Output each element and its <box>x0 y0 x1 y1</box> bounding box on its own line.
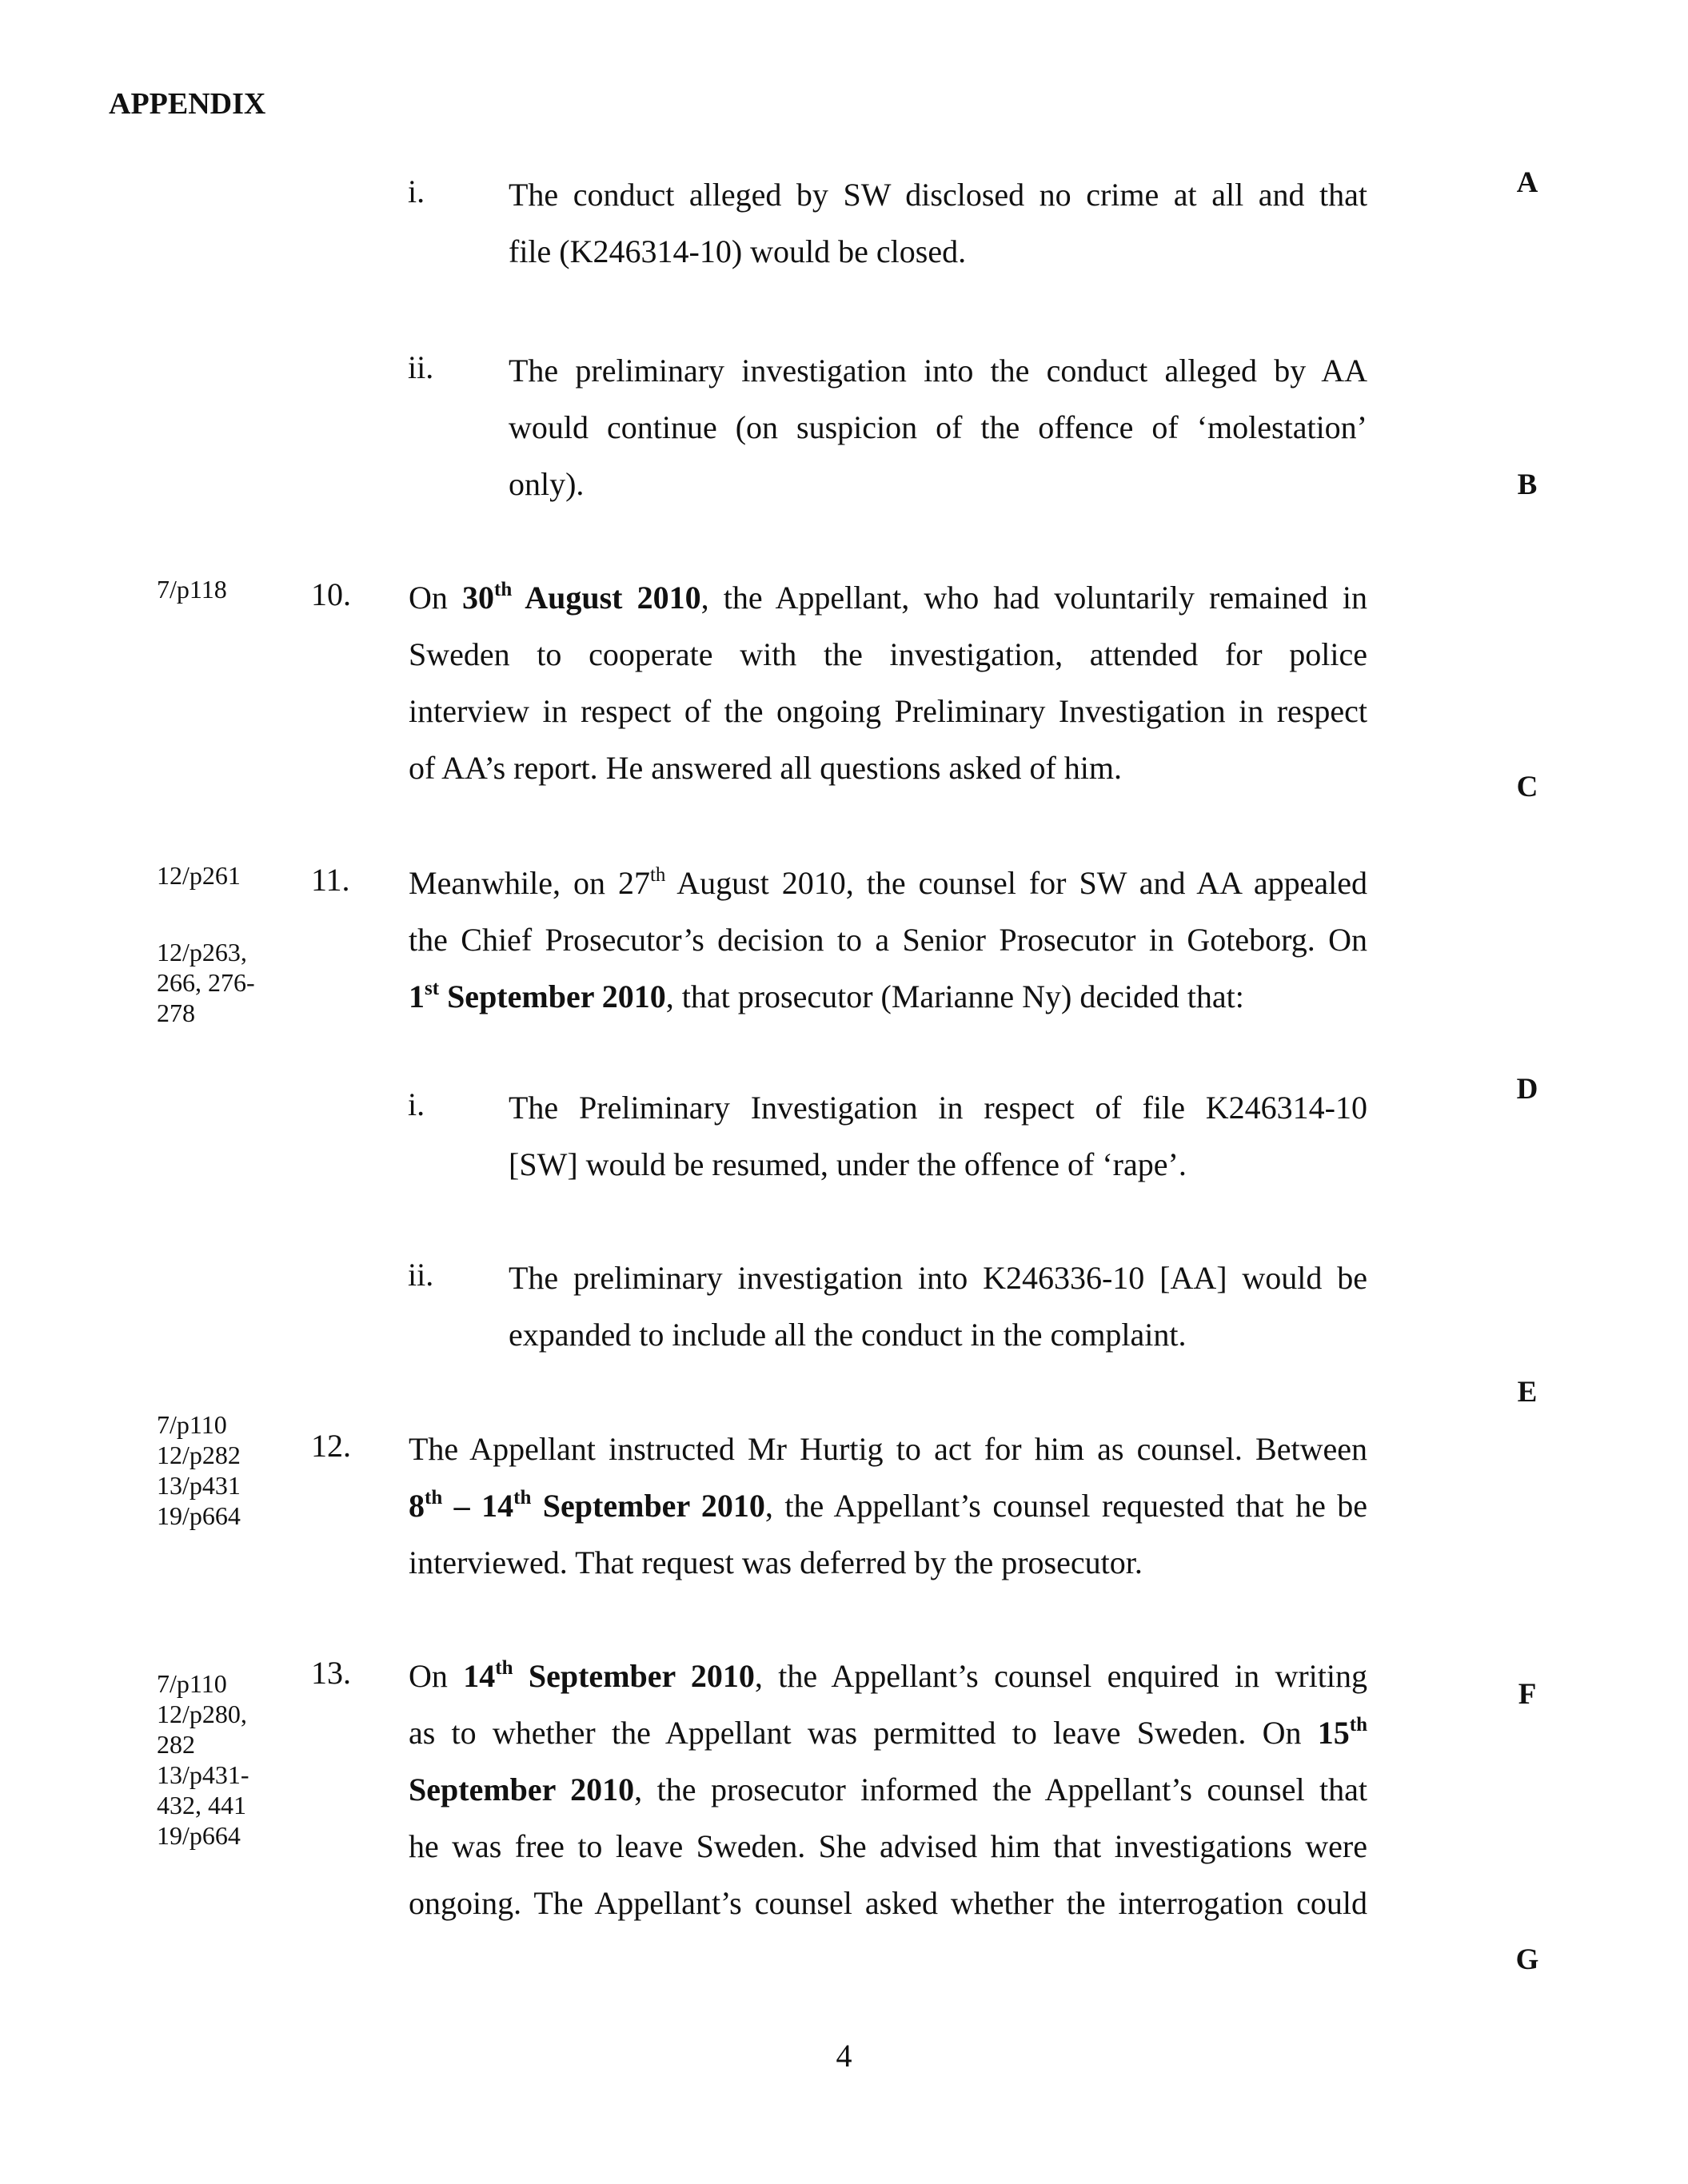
sub-item-line: The preliminary investigation into the conduct alleged by AA <box>509 353 1367 389</box>
margin-ref: 19/p664 <box>157 1501 241 1530</box>
paragraph-line: On 14th September 2010, the Appellant’s counsel enquired in writing <box>409 1657 1368 1694</box>
paragraph-number: 13. <box>311 1655 351 1691</box>
paragraph-line: of AA’s report. He answered all questions asked of him. <box>409 750 1123 786</box>
paragraph-line: he was free to leave Sweden. She advised him that investigations were <box>409 1828 1367 1864</box>
sub-item-marker: ii. <box>408 349 434 385</box>
margin-letter-e: E <box>1517 1376 1538 1409</box>
paragraph-line: as to whether the Appellant was permitted to leave Sweden. On 15th <box>409 1714 1367 1751</box>
paragraph-line: The Appellant instructed Mr Hurtig to act for him as counsel. Between <box>409 1431 1367 1467</box>
page-number: 4 <box>836 2038 852 2074</box>
margin-ref: 7/p110 <box>157 1669 227 1698</box>
margin-letter-d: D <box>1516 1073 1538 1106</box>
margin-letter-b: B <box>1517 468 1538 501</box>
sub-item-marker: i. <box>408 1086 425 1122</box>
sub-item-line: The conduct alleged by SW disclosed no crime at all and that <box>509 177 1367 213</box>
paragraph-line: interview in respect of the ongoing Preliminary Investigation in respect <box>409 693 1367 729</box>
sub-item-marker: ii. <box>408 1257 434 1293</box>
margin-ref: 432, 441 <box>157 1791 246 1819</box>
margin-ref: 278 <box>157 998 195 1027</box>
margin-letter-a: A <box>1516 166 1538 199</box>
paragraph-line: 1st September 2010, that prosecutor (Marianne Ny) decided that: <box>409 978 1244 1014</box>
margin-ref: 266, 276- <box>157 968 255 997</box>
sub-item-line: expanded to include all the conduct in the complaint. <box>509 1317 1187 1353</box>
sub-item-line: The Preliminary Investigation in respect of file K246314-10 <box>509 1090 1367 1126</box>
paragraph-number: 10. <box>311 576 351 612</box>
margin-ref: 12/p263, <box>157 938 247 966</box>
margin-letter-g: G <box>1515 1943 1539 1976</box>
paragraph-line: ongoing. The Appellant’s counsel asked whether the interrogation could <box>409 1885 1367 1921</box>
sub-item-line: The preliminary investigation into K246336-10 [AA] would be <box>509 1260 1367 1296</box>
sub-item-marker: i. <box>408 173 425 209</box>
margin-ref: 282 <box>157 1730 195 1759</box>
paragraph-line: Meanwhile, on 27th August 2010, the counsel for SW and AA appealed <box>409 864 1367 901</box>
margin-ref: 7/p110 <box>157 1410 227 1439</box>
sub-item-line: would continue (on suspicion of the offence of ‘molestation’ <box>509 409 1367 445</box>
paragraph-line: September 2010, the prosecutor informed the Appellant’s counsel that <box>409 1772 1368 1807</box>
paragraph-line: the Chief Prosecutor’s decision to a Senior Prosecutor in Goteborg. On <box>409 922 1367 958</box>
paragraph-line: On 30th August 2010, the Appellant, who had voluntarily remained in <box>409 579 1368 616</box>
paragraph-line: interviewed. That request was deferred by the prosecutor. <box>409 1544 1143 1580</box>
margin-ref: 12/p280, <box>157 1700 247 1728</box>
margin-letter-c: C <box>1516 771 1538 803</box>
paragraph-number: 11. <box>311 862 350 898</box>
sub-item-line: file (K246314-10) would be closed. <box>509 233 967 269</box>
page-heading: APPENDIX <box>109 87 266 121</box>
paragraph-line: 8th – 14th September 2010, the Appellant’s counsel requested that he be <box>409 1487 1368 1524</box>
margin-ref: 19/p664 <box>157 1821 241 1850</box>
paragraph-number: 12. <box>311 1428 351 1464</box>
margin-letter-f: F <box>1518 1678 1537 1711</box>
sub-item-line: [SW] would be resumed, under the offence of ‘rape’. <box>509 1146 1187 1182</box>
margin-ref: 12/p261 <box>157 861 241 890</box>
margin-ref: 12/p282 <box>157 1441 241 1469</box>
paragraph-line: Sweden to cooperate with the investigation, attended for police <box>409 636 1367 672</box>
sub-item-line: only). <box>509 466 585 502</box>
margin-ref: 13/p431 <box>157 1471 241 1500</box>
margin-ref: 13/p431- <box>157 1760 249 1789</box>
margin-ref: 7/p118 <box>157 575 227 604</box>
